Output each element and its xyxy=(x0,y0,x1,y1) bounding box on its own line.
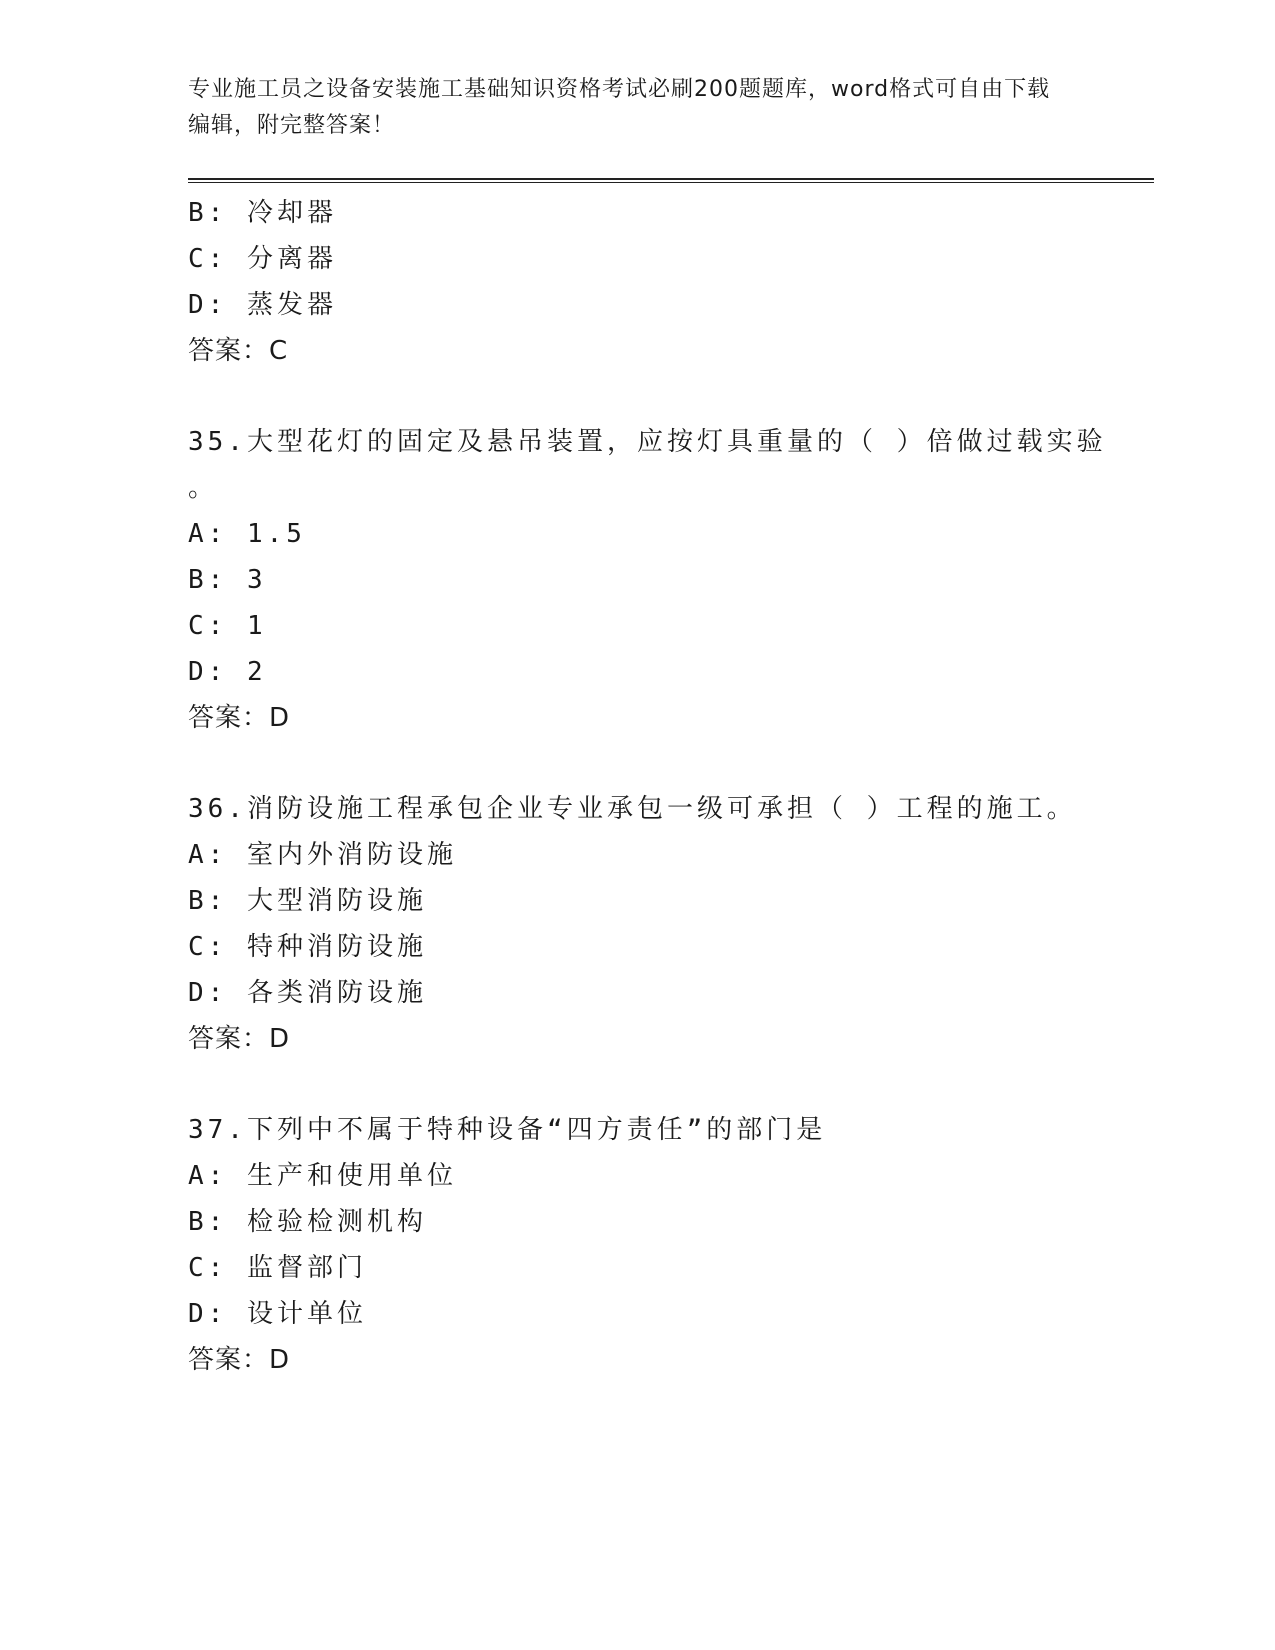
option-b: B: 大型消防设施 xyxy=(188,886,427,916)
question-36 xyxy=(188,786,1088,1062)
option-a: A: 室内外消防设施 xyxy=(188,840,457,870)
question-text-continued: 。 xyxy=(188,473,219,503)
answer: 答案：D xyxy=(188,1345,291,1375)
partial-question xyxy=(188,190,1088,374)
option-c: C: 监督部门 xyxy=(188,1253,367,1283)
question-text: 37.下列中不属于特种设备“四方责任”的部门是 xyxy=(188,1115,827,1145)
answer: 答案：D xyxy=(188,1024,291,1054)
question-35 xyxy=(188,419,1107,741)
question-37 xyxy=(188,1107,1088,1383)
header-divider xyxy=(188,178,1154,183)
option-d: D: 设计单位 xyxy=(188,1299,367,1329)
option-a: A: 1.5 xyxy=(188,519,306,549)
answer: 答案：D xyxy=(188,703,291,733)
option-c: C: 分离器 xyxy=(188,244,337,274)
option-b: B: 冷却器 xyxy=(188,198,337,228)
option-a: A: 生产和使用单位 xyxy=(188,1161,457,1191)
answer: 答案：C xyxy=(188,336,289,366)
question-text: 36.消防设施工程承包企业专业承包一级可承担（ ）工程的施工。 xyxy=(188,794,1077,824)
option-d: D: 蒸发器 xyxy=(188,290,337,320)
question-text: 35.大型花灯的固定及悬吊装置，应按灯具重量的（ ）倍做过载实验 xyxy=(188,427,1107,457)
option-d: D: 2 xyxy=(188,657,267,687)
option-d: D: 各类消防设施 xyxy=(188,978,427,1008)
document-body xyxy=(188,190,1107,1383)
document-header: 专业施工员之设备安装施工基础知识资格考试必刷200题题库，word格式可自由下载编辑，附完整答案！ xyxy=(188,77,1051,138)
option-c: C: 1 xyxy=(188,611,267,641)
option-c: C: 特种消防设施 xyxy=(188,932,427,962)
option-b: B: 检验检测机构 xyxy=(188,1207,427,1237)
option-b: B: 3 xyxy=(188,565,267,595)
